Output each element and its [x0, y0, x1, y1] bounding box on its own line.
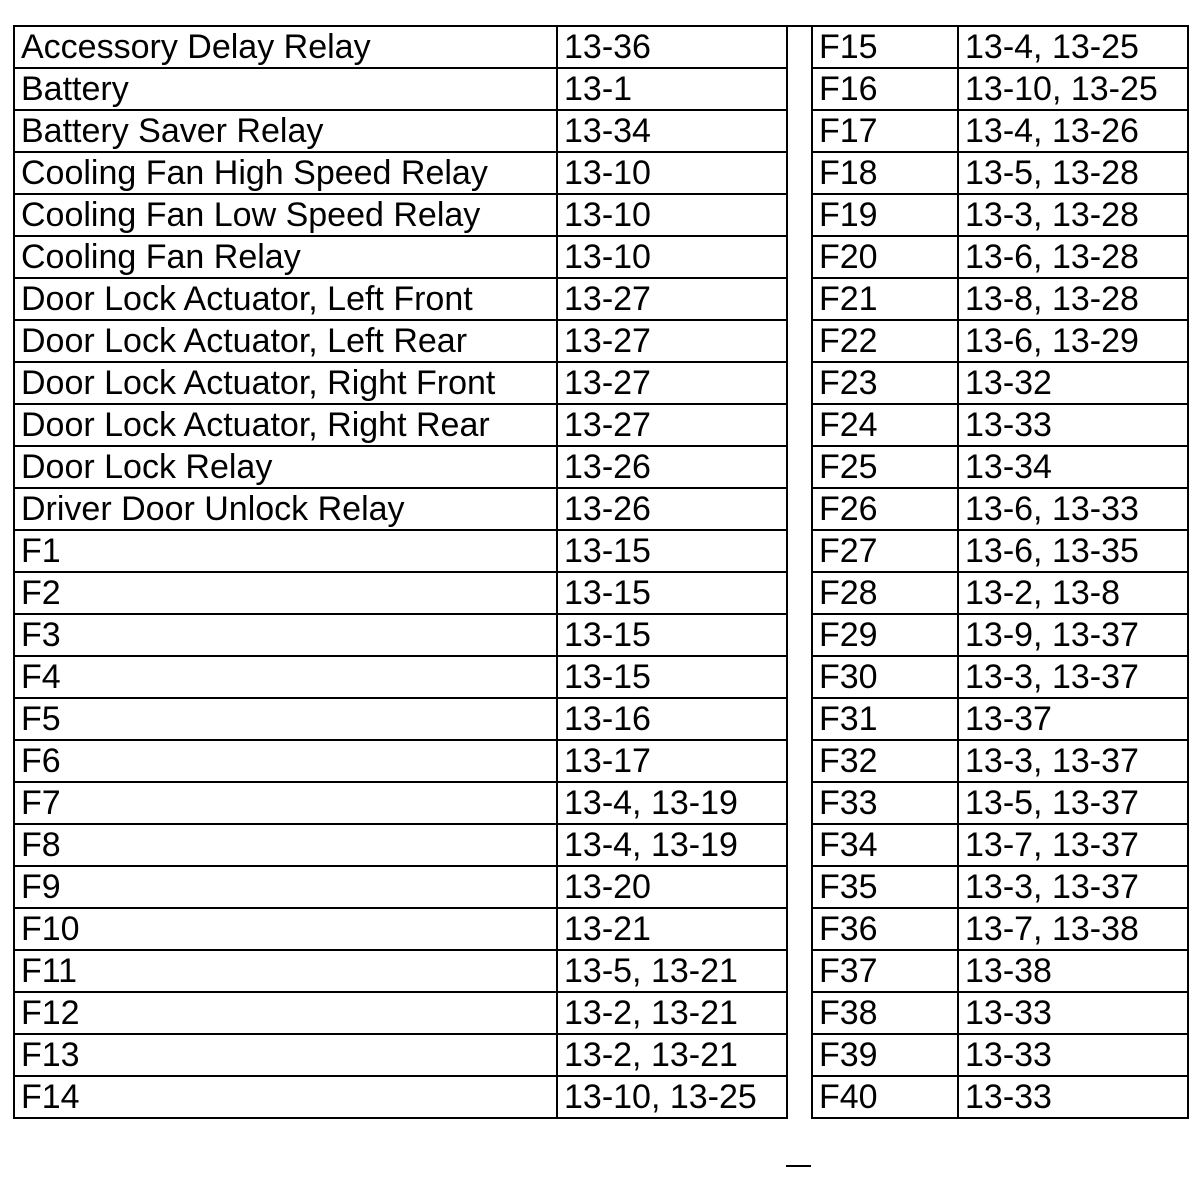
- component-name-cell: Driver Door Unlock Relay: [14, 488, 557, 530]
- right-table-row: [812, 1076, 1188, 1118]
- component-name-cell: F25: [812, 446, 958, 488]
- component-name-cell: F38: [812, 992, 958, 1034]
- left-table-row: [14, 698, 787, 740]
- left-table-body: [14, 26, 787, 1118]
- left-table-row: [14, 950, 787, 992]
- left-table-row: [14, 278, 787, 320]
- page-reference-cell: 13-5, 13-21: [557, 950, 787, 992]
- right-table-row: [812, 698, 1188, 740]
- page-reference-cell: 13-33: [958, 1034, 1188, 1076]
- left-table-row: [14, 320, 787, 362]
- page-reference-cell: 13-6, 13-28: [958, 236, 1188, 278]
- left-table-row: [14, 740, 787, 782]
- page-reference-cell: 13-2, 13-21: [557, 992, 787, 1034]
- page-reference-cell: 13-10, 13-25: [958, 68, 1188, 110]
- component-name-cell: F21: [812, 278, 958, 320]
- component-name-cell: F32: [812, 740, 958, 782]
- right-table-row: [812, 488, 1188, 530]
- component-name-cell: F15: [812, 26, 958, 68]
- page-reference-cell: 13-4, 13-19: [557, 824, 787, 866]
- right-table-row: [812, 740, 1188, 782]
- left-table-row: [14, 26, 787, 68]
- page-reference-cell: 13-5, 13-28: [958, 152, 1188, 194]
- page-reference-cell: 13-27: [557, 404, 787, 446]
- right-table-row: [812, 446, 1188, 488]
- right-table-row: [812, 950, 1188, 992]
- component-name-cell: F2: [14, 572, 557, 614]
- page-reference-cell: 13-27: [557, 320, 787, 362]
- left-table-row: [14, 110, 787, 152]
- component-name-cell: F31: [812, 698, 958, 740]
- page-reference-cell: 13-27: [557, 362, 787, 404]
- page-reference-cell: 13-2, 13-21: [557, 1034, 787, 1076]
- page-reference-cell: 13-34: [557, 110, 787, 152]
- page-reference-cell: 13-33: [958, 1076, 1188, 1118]
- page-reference-cell: 13-26: [557, 446, 787, 488]
- page-reference-cell: 13-38: [958, 950, 1188, 992]
- right-table-row: [812, 362, 1188, 404]
- component-name-cell: F16: [812, 68, 958, 110]
- left-table-row: [14, 1034, 787, 1076]
- right-table-row: [812, 278, 1188, 320]
- right-table-row: [812, 320, 1188, 362]
- component-name-cell: F37: [812, 950, 958, 992]
- component-name-cell: F12: [14, 992, 557, 1034]
- page-reference-cell: 13-7, 13-38: [958, 908, 1188, 950]
- component-name-cell: Cooling Fan Relay: [14, 236, 557, 278]
- right-table-row: [812, 782, 1188, 824]
- left-table-row: [14, 236, 787, 278]
- page-reference-cell: 13-3, 13-37: [958, 656, 1188, 698]
- right-table-row: [812, 992, 1188, 1034]
- left-table-row: [14, 194, 787, 236]
- column-separator: [786, 25, 811, 1167]
- component-name-cell: F22: [812, 320, 958, 362]
- left-table-row: [14, 446, 787, 488]
- page-reference-cell: 13-15: [557, 530, 787, 572]
- left-table-row: [14, 656, 787, 698]
- right-table-row: [812, 152, 1188, 194]
- component-name-cell: F4: [14, 656, 557, 698]
- right-table-row: [812, 236, 1188, 278]
- left-table-row: [14, 362, 787, 404]
- page-reference-cell: 13-10: [557, 236, 787, 278]
- component-name-cell: F40: [812, 1076, 958, 1118]
- left-table-row: [14, 572, 787, 614]
- page-reference-cell: 13-9, 13-37: [958, 614, 1188, 656]
- right-table-row: [812, 194, 1188, 236]
- page-reference-cell: 13-4, 13-25: [958, 26, 1188, 68]
- component-name-cell: F26: [812, 488, 958, 530]
- component-name-cell: F13: [14, 1034, 557, 1076]
- component-name-cell: F23: [812, 362, 958, 404]
- left-table-row: [14, 824, 787, 866]
- right-table-row: [812, 530, 1188, 572]
- page-reference-cell: 13-5, 13-37: [958, 782, 1188, 824]
- page-reference-cell: 13-33: [958, 992, 1188, 1034]
- component-name-cell: F27: [812, 530, 958, 572]
- component-name-cell: F33: [812, 782, 958, 824]
- component-name-cell: F1: [14, 530, 557, 572]
- right-table-row: [812, 68, 1188, 110]
- component-name-cell: F30: [812, 656, 958, 698]
- left-table-row: [14, 488, 787, 530]
- page-reference-cell: 13-37: [958, 698, 1188, 740]
- component-name-cell: Door Lock Actuator, Left Front: [14, 278, 557, 320]
- page-reference-cell: 13-16: [557, 698, 787, 740]
- component-name-cell: Door Lock Actuator, Left Rear: [14, 320, 557, 362]
- component-name-cell: Door Lock Actuator, Right Rear: [14, 404, 557, 446]
- page-reference-cell: 13-4, 13-26: [958, 110, 1188, 152]
- page-reference-cell: 13-2, 13-8: [958, 572, 1188, 614]
- left-table-row: [14, 782, 787, 824]
- left-table-row: [14, 866, 787, 908]
- page-reference-cell: 13-34: [958, 446, 1188, 488]
- component-name-cell: Cooling Fan Low Speed Relay: [14, 194, 557, 236]
- component-name-cell: F28: [812, 572, 958, 614]
- component-name-cell: Door Lock Actuator, Right Front: [14, 362, 557, 404]
- page-reference-cell: 13-15: [557, 656, 787, 698]
- right-table-row: [812, 908, 1188, 950]
- component-name-cell: F14: [14, 1076, 557, 1118]
- page-reference-cell: 13-15: [557, 572, 787, 614]
- left-table-row: [14, 68, 787, 110]
- page-reference-cell: 13-3, 13-37: [958, 740, 1188, 782]
- component-name-cell: F29: [812, 614, 958, 656]
- component-name-cell: F17: [812, 110, 958, 152]
- page-reference-cell: 13-6, 13-35: [958, 530, 1188, 572]
- page-reference-cell: 13-4, 13-19: [557, 782, 787, 824]
- component-name-cell: F39: [812, 1034, 958, 1076]
- component-name-cell: F3: [14, 614, 557, 656]
- page-reference-cell: 13-36: [557, 26, 787, 68]
- page-reference-cell: 13-1: [557, 68, 787, 110]
- page-reference-cell: 13-7, 13-37: [958, 824, 1188, 866]
- page-reference-cell: 13-10: [557, 152, 787, 194]
- component-name-cell: Battery: [14, 68, 557, 110]
- right-table-row: [812, 110, 1188, 152]
- left-table-row: [14, 908, 787, 950]
- component-name-cell: F7: [14, 782, 557, 824]
- left-table-row: [14, 530, 787, 572]
- page-reference-cell: 13-8, 13-28: [958, 278, 1188, 320]
- component-index-table-left: [13, 25, 788, 1119]
- page-reference-cell: 13-33: [958, 404, 1188, 446]
- page-reference-cell: 13-17: [557, 740, 787, 782]
- page-reference-cell: 13-27: [557, 278, 787, 320]
- right-table-row: [812, 866, 1188, 908]
- left-table-row: [14, 614, 787, 656]
- component-name-cell: F8: [14, 824, 557, 866]
- page-reference-cell: 13-10: [557, 194, 787, 236]
- page-reference-cell: 13-15: [557, 614, 787, 656]
- left-table-row: [14, 152, 787, 194]
- component-name-cell: F19: [812, 194, 958, 236]
- component-name-cell: Battery Saver Relay: [14, 110, 557, 152]
- right-table-row: [812, 656, 1188, 698]
- left-table-row: [14, 404, 787, 446]
- right-table-body: [812, 26, 1188, 1118]
- left-table-row: [14, 1076, 787, 1118]
- component-name-cell: F35: [812, 866, 958, 908]
- component-name-cell: F9: [14, 866, 557, 908]
- component-name-cell: Accessory Delay Relay: [14, 26, 557, 68]
- page-reference-cell: 13-3, 13-37: [958, 866, 1188, 908]
- component-name-cell: F24: [812, 404, 958, 446]
- page-reference-cell: 13-32: [958, 362, 1188, 404]
- component-index-table-right: [811, 25, 1189, 1119]
- component-name-cell: F18: [812, 152, 958, 194]
- component-name-cell: F36: [812, 908, 958, 950]
- page-reference-cell: 13-21: [557, 908, 787, 950]
- page-reference-cell: 13-10, 13-25: [557, 1076, 787, 1118]
- right-table-row: [812, 1034, 1188, 1076]
- page-reference-cell: 13-6, 13-33: [958, 488, 1188, 530]
- component-name-cell: Door Lock Relay: [14, 446, 557, 488]
- right-table-row: [812, 614, 1188, 656]
- page-reference-cell: 13-26: [557, 488, 787, 530]
- right-table-row: [812, 572, 1188, 614]
- right-table-row: [812, 404, 1188, 446]
- component-name-cell: F11: [14, 950, 557, 992]
- component-name-cell: F5: [14, 698, 557, 740]
- right-table-row: [812, 26, 1188, 68]
- component-name-cell: F10: [14, 908, 557, 950]
- page-reference-cell: 13-6, 13-29: [958, 320, 1188, 362]
- left-table-row: [14, 992, 787, 1034]
- page-reference-cell: 13-3, 13-28: [958, 194, 1188, 236]
- component-name-cell: F20: [812, 236, 958, 278]
- component-name-cell: Cooling Fan High Speed Relay: [14, 152, 557, 194]
- component-name-cell: F6: [14, 740, 557, 782]
- component-name-cell: F34: [812, 824, 958, 866]
- right-table-row: [812, 824, 1188, 866]
- page-reference-cell: 13-20: [557, 866, 787, 908]
